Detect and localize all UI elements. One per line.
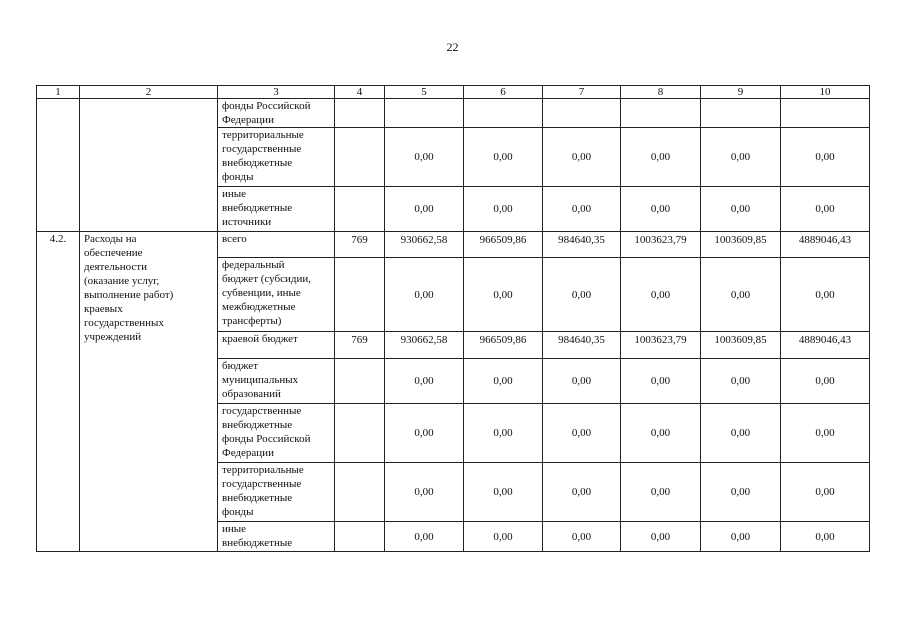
value-col10: 0,00 bbox=[781, 258, 870, 332]
cell-text-line: территориальные bbox=[222, 129, 304, 141]
value-col9: 1003609,85 bbox=[701, 332, 781, 359]
value-col7 bbox=[543, 99, 621, 128]
value-col10: 0,00 bbox=[781, 128, 870, 187]
cell-text-line: краевой бюджет bbox=[222, 333, 298, 345]
funding-source bbox=[218, 332, 335, 359]
funding-source bbox=[218, 128, 335, 187]
value-col7: 984640,35 bbox=[543, 232, 621, 258]
cell-text-line: трансферты) bbox=[222, 315, 282, 327]
cell-text-line: фонды bbox=[222, 171, 254, 183]
col-header-8: 8 bbox=[621, 86, 701, 99]
cell-text-line: государственных bbox=[84, 317, 164, 329]
cell-text-line: внебюджетные bbox=[222, 419, 293, 431]
code-cell bbox=[335, 99, 385, 128]
cell-text-line: деятельности bbox=[84, 261, 147, 273]
item-number-cell-empty bbox=[37, 99, 80, 232]
cell-text-line: Федерации bbox=[222, 447, 274, 459]
value-col10: 0,00 bbox=[781, 404, 870, 463]
cell-text-line: государственные bbox=[222, 143, 302, 155]
value-col5: 0,00 bbox=[385, 258, 464, 332]
value-col9: 1003609,85 bbox=[701, 232, 781, 258]
value-col5: 0,00 bbox=[385, 404, 464, 463]
value-col8 bbox=[621, 99, 701, 128]
value-col10: 0,00 bbox=[781, 187, 870, 232]
value-col5: 0,00 bbox=[385, 522, 464, 552]
code-cell bbox=[335, 404, 385, 463]
value-col5: 0,00 bbox=[385, 128, 464, 187]
value-col10: 4889046,43 bbox=[781, 332, 870, 359]
cell-text-line: государственные bbox=[222, 478, 302, 490]
value-col5: 0,00 bbox=[385, 187, 464, 232]
col-header-1: 1 bbox=[37, 86, 80, 99]
col-header-10: 10 bbox=[781, 86, 870, 99]
cell-text-line: бюджет (субсидии, bbox=[222, 273, 311, 285]
table-row bbox=[37, 232, 870, 258]
cell-text-line: учреждений bbox=[84, 331, 142, 343]
code-cell bbox=[335, 187, 385, 232]
code-cell: 769 bbox=[335, 332, 385, 359]
table-row bbox=[37, 99, 870, 128]
value-col6: 0,00 bbox=[464, 404, 543, 463]
value-col8: 0,00 bbox=[621, 522, 701, 552]
value-col10: 0,00 bbox=[781, 359, 870, 404]
code-cell bbox=[335, 522, 385, 552]
funding-source bbox=[218, 359, 335, 404]
value-col9: 0,00 bbox=[701, 463, 781, 522]
value-col6: 0,00 bbox=[464, 359, 543, 404]
value-col5: 0,00 bbox=[385, 359, 464, 404]
item-name-cell-empty bbox=[80, 99, 218, 232]
code-cell bbox=[335, 258, 385, 332]
cell-text-line: обеспечение bbox=[84, 247, 143, 259]
value-col7: 0,00 bbox=[543, 522, 621, 552]
cell-text-line: федеральный bbox=[222, 259, 285, 271]
col-header-6: 6 bbox=[464, 86, 543, 99]
value-col7: 0,00 bbox=[543, 463, 621, 522]
budget-table bbox=[36, 85, 870, 552]
funding-source bbox=[218, 99, 335, 128]
item-name bbox=[80, 232, 218, 552]
value-col7: 0,00 bbox=[543, 187, 621, 232]
value-col5: 930662,58 bbox=[385, 332, 464, 359]
value-col7: 0,00 bbox=[543, 128, 621, 187]
value-col8: 0,00 bbox=[621, 187, 701, 232]
value-col6: 966509,86 bbox=[464, 232, 543, 258]
value-col6: 0,00 bbox=[464, 258, 543, 332]
value-col7: 0,00 bbox=[543, 359, 621, 404]
cell-text-line: источники bbox=[222, 216, 272, 228]
value-col8: 1003623,79 bbox=[621, 232, 701, 258]
value-col9: 0,00 bbox=[701, 522, 781, 552]
code-cell bbox=[335, 128, 385, 187]
value-col10 bbox=[781, 99, 870, 128]
value-col7: 984640,35 bbox=[543, 332, 621, 359]
cell-text-line: краевых bbox=[84, 303, 123, 315]
code-cell bbox=[335, 463, 385, 522]
value-col7: 0,00 bbox=[543, 258, 621, 332]
cell-text-line: образований bbox=[222, 388, 281, 400]
col-header-2: 2 bbox=[80, 86, 218, 99]
cell-text-line: внебюджетные bbox=[222, 492, 293, 504]
value-col5: 930662,58 bbox=[385, 232, 464, 258]
value-col7: 0,00 bbox=[543, 404, 621, 463]
code-cell: 769 bbox=[335, 232, 385, 258]
cell-text-line: (оказание услуг, bbox=[84, 275, 160, 287]
value-col8: 0,00 bbox=[621, 359, 701, 404]
cell-text-line: фонды bbox=[222, 506, 254, 518]
funding-source bbox=[218, 232, 335, 258]
value-col6: 0,00 bbox=[464, 463, 543, 522]
value-col8: 0,00 bbox=[621, 463, 701, 522]
cell-text-line: внебюджетные bbox=[222, 157, 293, 169]
value-col10: 0,00 bbox=[781, 463, 870, 522]
cell-text-line: межбюджетные bbox=[222, 301, 296, 313]
col-header-3: 3 bbox=[218, 86, 335, 99]
value-col5 bbox=[385, 99, 464, 128]
funding-source bbox=[218, 258, 335, 332]
page-number: 22 bbox=[446, 40, 459, 54]
value-col9: 0,00 bbox=[701, 258, 781, 332]
value-col9: 0,00 bbox=[701, 128, 781, 187]
item-number: 4.2. bbox=[37, 232, 80, 552]
cell-text-line: муниципальных bbox=[222, 374, 299, 386]
funding-source bbox=[218, 404, 335, 463]
funding-source bbox=[218, 187, 335, 232]
value-col10: 0,00 bbox=[781, 522, 870, 552]
cell-text-line: субвенции, иные bbox=[222, 287, 301, 299]
value-col8: 0,00 bbox=[621, 128, 701, 187]
cell-text-line: Федерации bbox=[222, 114, 274, 126]
cell-text-line: территориальные bbox=[222, 464, 304, 476]
cell-text-line: всего bbox=[222, 233, 247, 245]
value-col9 bbox=[701, 99, 781, 128]
cell-text-line: бюджет bbox=[222, 360, 258, 372]
cell-text-line: Расходы на bbox=[84, 233, 137, 245]
value-col6 bbox=[464, 99, 543, 128]
cell-text-line: фонды Российской bbox=[222, 100, 311, 112]
cell-text-line: внебюджетные bbox=[222, 537, 293, 549]
value-col9: 0,00 bbox=[701, 404, 781, 463]
cell-text-line: государственные bbox=[222, 405, 302, 417]
value-col6: 0,00 bbox=[464, 128, 543, 187]
value-col6: 0,00 bbox=[464, 522, 543, 552]
col-header-7: 7 bbox=[543, 86, 621, 99]
cell-text-line: иные bbox=[222, 523, 247, 535]
col-header-9: 9 bbox=[701, 86, 781, 99]
value-col8: 0,00 bbox=[621, 404, 701, 463]
cell-text-line: выполнение работ) bbox=[84, 289, 174, 301]
column-number-header bbox=[37, 86, 870, 99]
funding-source bbox=[218, 522, 335, 552]
funding-source bbox=[218, 463, 335, 522]
value-col5: 0,00 bbox=[385, 463, 464, 522]
value-col8: 0,00 bbox=[621, 258, 701, 332]
value-col8: 1003623,79 bbox=[621, 332, 701, 359]
value-col10: 4889046,43 bbox=[781, 232, 870, 258]
value-col6: 0,00 bbox=[464, 187, 543, 232]
value-col6: 966509,86 bbox=[464, 332, 543, 359]
value-col9: 0,00 bbox=[701, 359, 781, 404]
cell-text-line: внебюджетные bbox=[222, 202, 293, 214]
col-header-4: 4 bbox=[335, 86, 385, 99]
cell-text-line: иные bbox=[222, 188, 247, 200]
value-col9: 0,00 bbox=[701, 187, 781, 232]
col-header-5: 5 bbox=[385, 86, 464, 99]
cell-text-line: фонды Российской bbox=[222, 433, 311, 445]
code-cell bbox=[335, 359, 385, 404]
